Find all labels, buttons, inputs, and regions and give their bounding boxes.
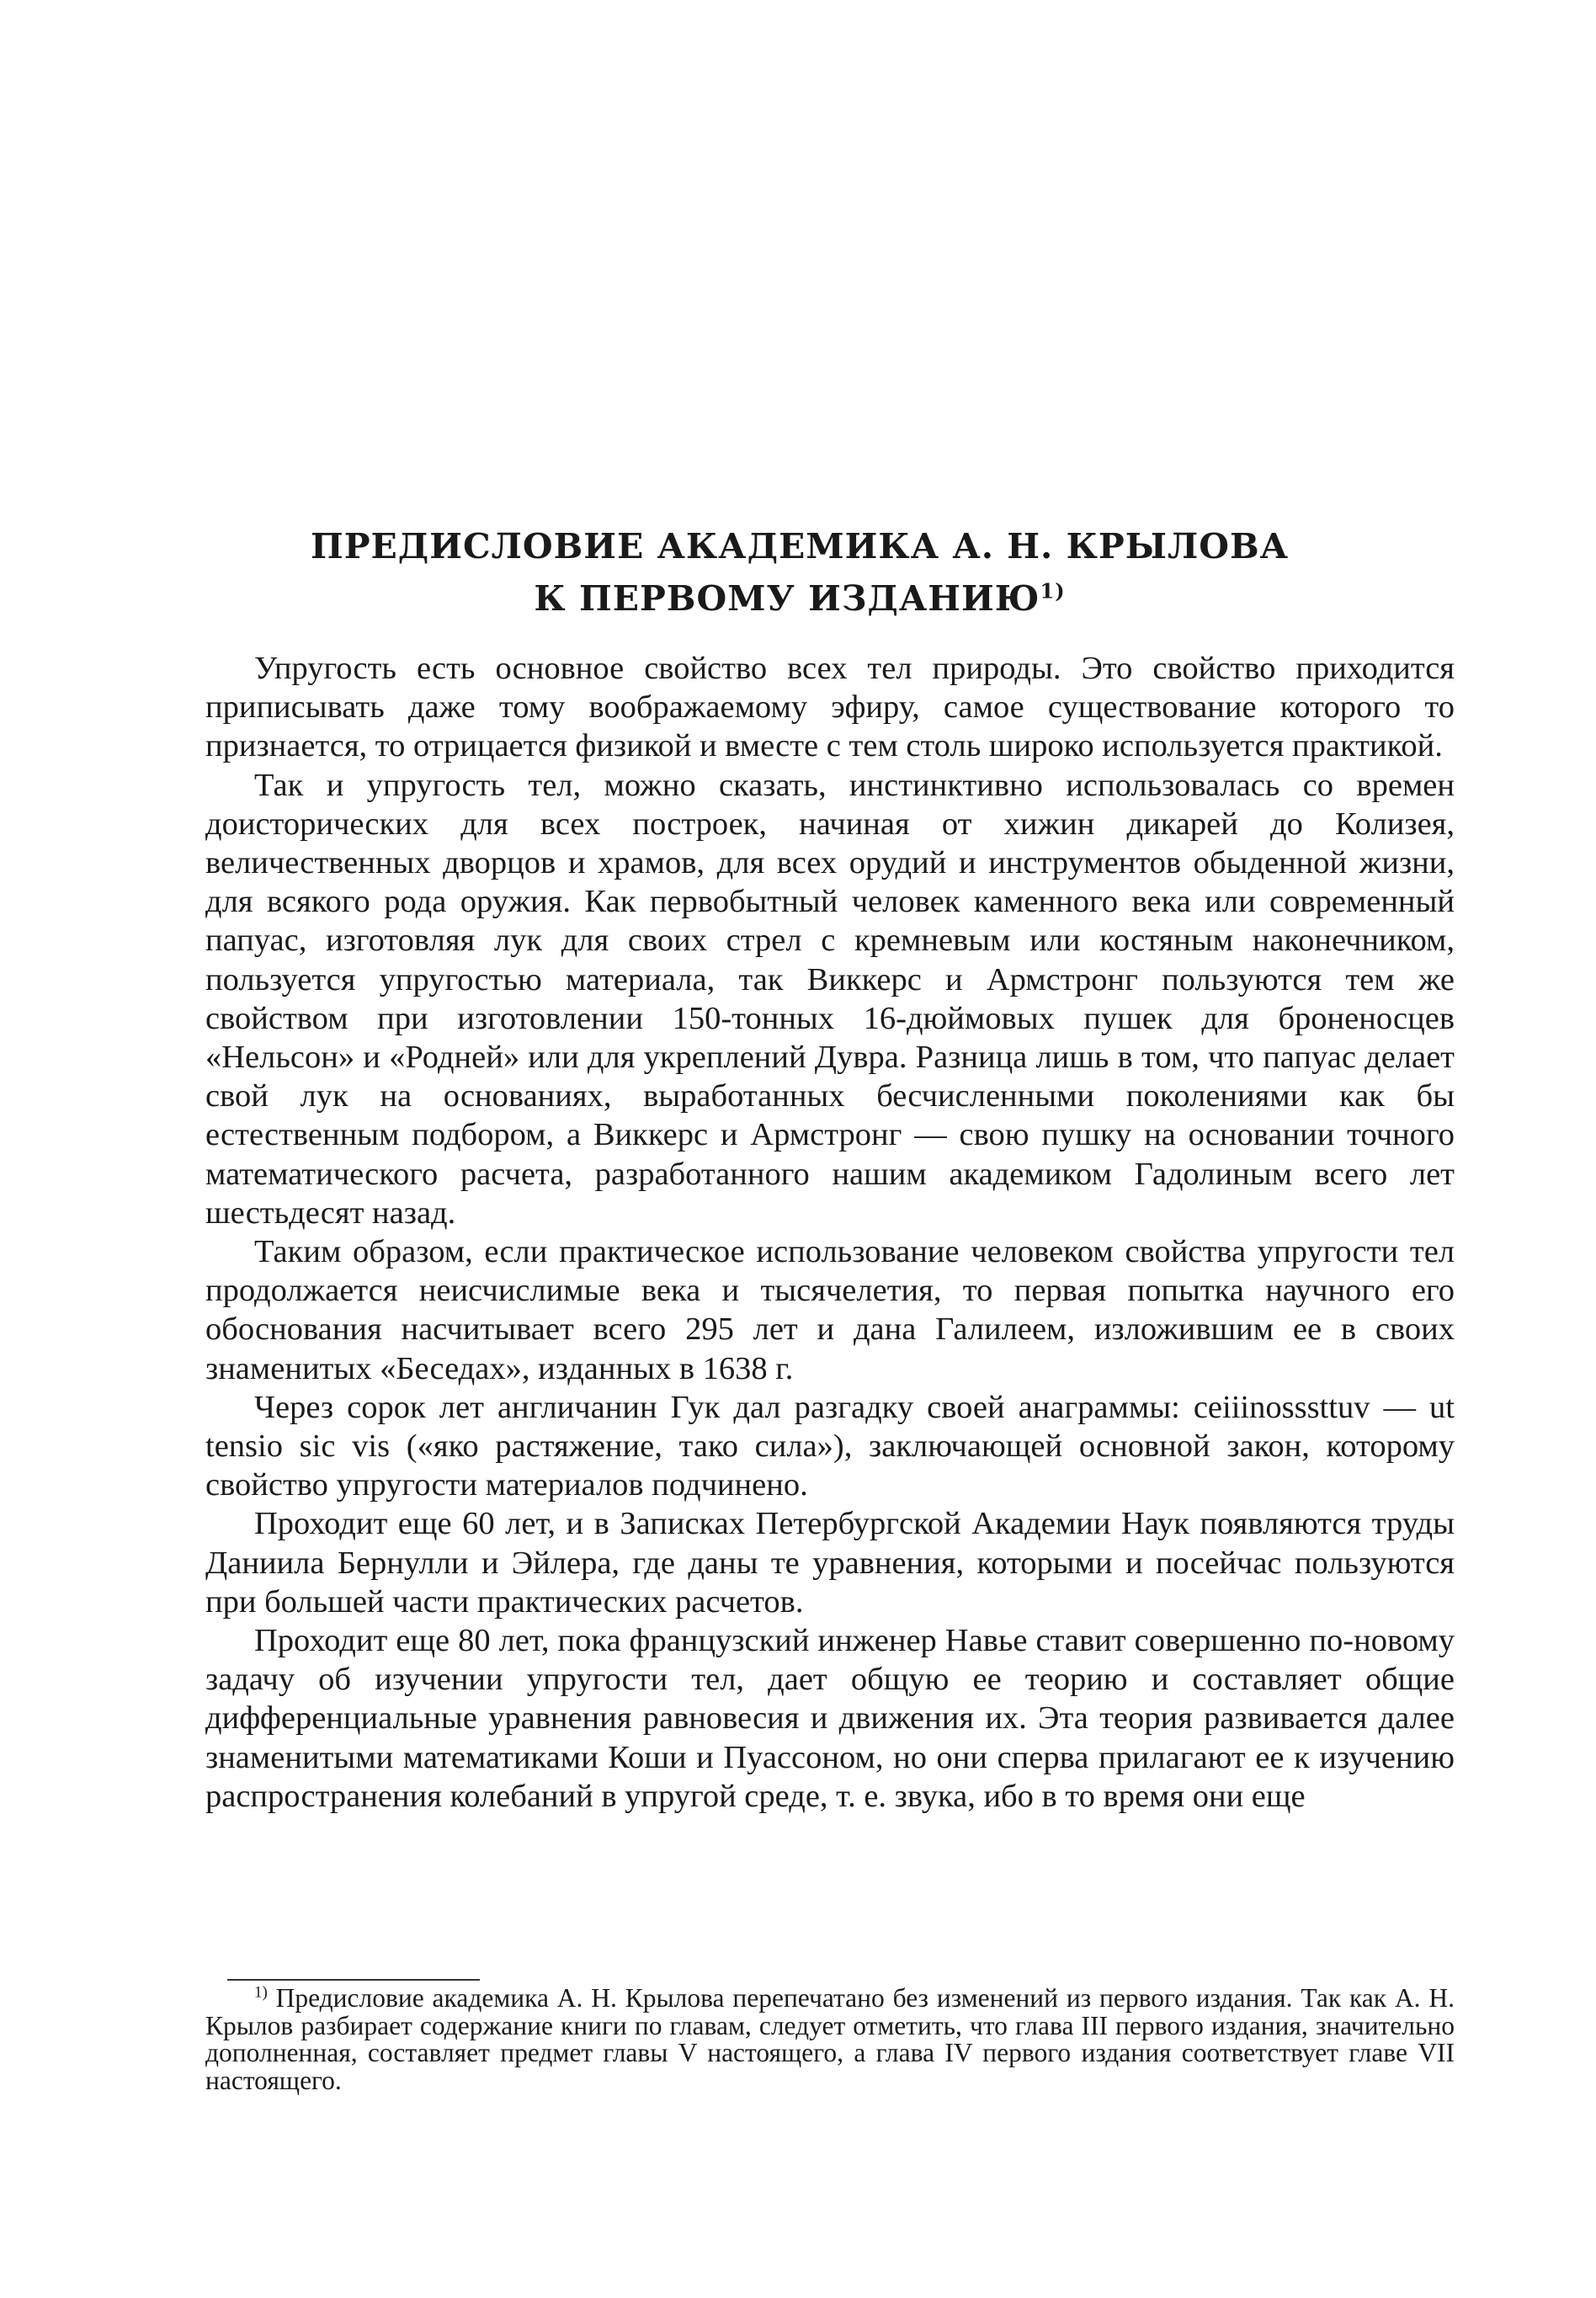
body-text <box>205 649 1455 1816</box>
title-line-1: ПРЕДИСЛОВИЕ АКАДЕМИКА А. Н. КРЫЛОВА <box>310 526 1290 567</box>
paragraph-3: Таким образом, если практическое использование человеком свойства упругости тел продолжается неисчислимые века и тысячелетия, то первая попытка научного его обоснования насчитывает всего 295 лет и дана Галилеем, изложившим ее в своих знаменитых «Беседах», изданных в 1638 г. <box>205 1234 1455 1386</box>
footnote-reference: 1) <box>1040 578 1066 604</box>
footnote-text: Предисловие академика А. Н. Крылова перепечатано без изменений из первого издания. Так как А. Н. Крылов разбирает содержание книги по главам, следует отметить, что глава III первого издания, значительно дополненная, составляет предмет главы V настоящего, а глава IV первого издания соответствует главе VII настоящего. <box>205 1983 1455 2095</box>
footnote <box>205 1985 1455 2094</box>
footnote-divider <box>227 1979 480 1981</box>
paragraph-2: Так и упругость тел, можно сказать, инстинктивно использовалась со времен доисторических для всех построек, начиная от хижин дикарей до Колизея, величественных дворцов и храмов, для всех орудий и инструментов обыденной жизни, для всякого рода оружия. Как первобытный человек каменного века или современный папуас, изготовляя лук для своих стрел с кремневым или костяным наконечником, пользуется упругостью материала, так Виккерс и Армстронг пользуются тем же свойством при изготовлении 150-тонных 16-дюймовых пушек для броненосцев «Нельсон» и «Родней» или для укреплений Дувра. Разница лишь в том, что папуас делает свой лук на основаниях, выработанных бесчисленными поколениями как бы естественным подбором, а Виккерс и Армстронг — свою пушку на основании точного математического расчета, разработанного нашим академиком Гадолиным всего лет шестьдесят назад. <box>205 767 1455 1231</box>
preface-title <box>253 520 1347 625</box>
paragraph-6: Проходит еще 80 лет, пока французский инженер Навье ставит совершенно по-новому задачу об изучении упругости тел, дает общую ее теорию и составляет общие дифференциальные уравнения равновесия и движения их. Эта теория развивается далее знаменитыми математиками Коши и Пуассоном, но они сперва прилагают ее к изучению распространения колебаний в упругой среде, т. е. звука, ибо в то время они еще <box>205 1623 1455 1814</box>
title-line-2-text: К ПЕРВОМУ ИЗДАНИЮ <box>534 578 1040 619</box>
footnote-marker: 1) <box>254 1983 268 2002</box>
paragraph-1: Упругость есть основное свойство всех тел природы. Это свойство приходится приписывать даже тому воображаемому эфиру, самое существование которого то признается, то отрицается физикой и вместе с тем столь широко используется практикой. <box>205 651 1455 764</box>
title-line-2 <box>253 572 1347 625</box>
paragraph-4: Через сорок лет англичанин Гук дал разгадку своей анаграммы: ceiiinosssttuv — ut tensio sic vis («яко растяжение, тако сила»), заключающей основной закон, которому свойство упругости материалов подчинено. <box>205 1389 1455 1503</box>
paragraph-5: Проходит еще 60 лет, и в Записках Петербургской Академии Наук появляются труды Даниила Бернулли и Эйлера, где даны те уравнения, которыми и посейчас пользуются при большей части практических расчетов. <box>205 1506 1455 1620</box>
